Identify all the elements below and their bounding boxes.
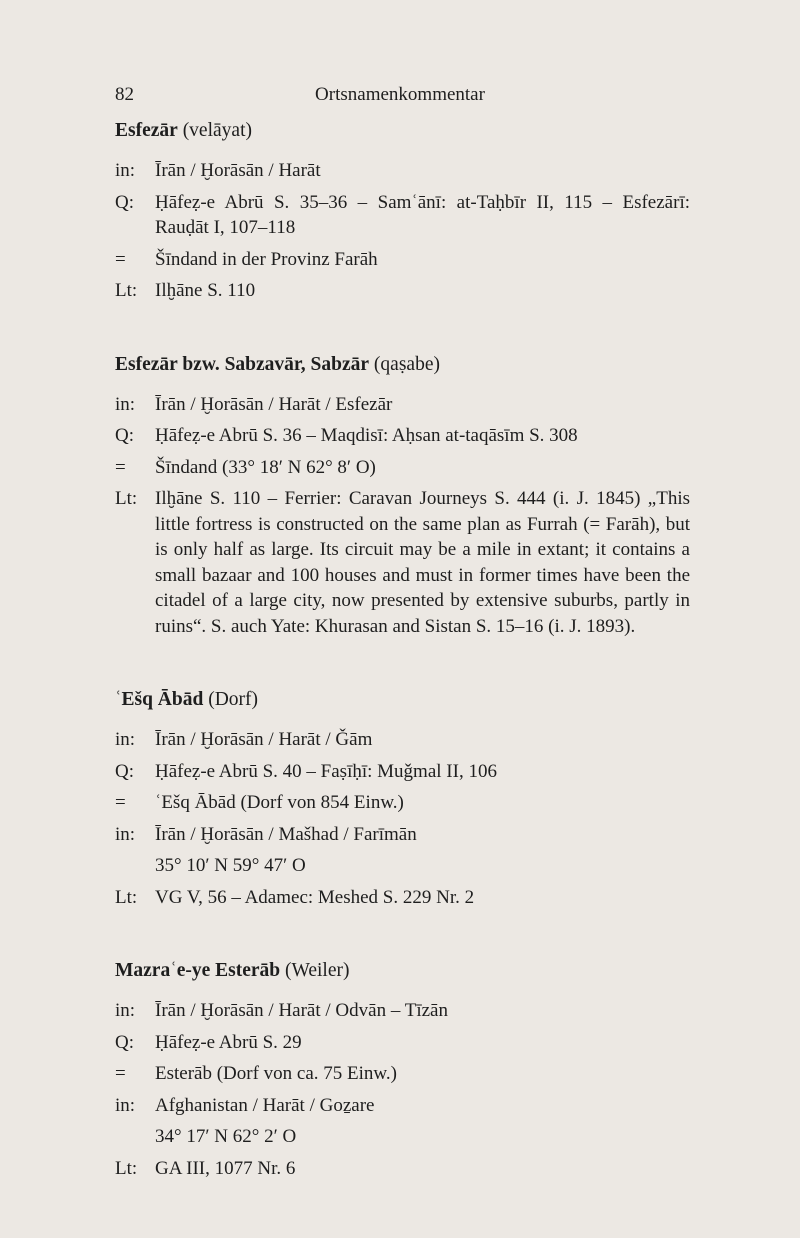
entry-heading [115,687,690,713]
line-label: = [115,792,126,813]
entry-line [115,727,690,753]
line-label: in: [115,823,136,845]
entry-name: Esfezār bzw. Sabzavār, Sabzār [115,353,370,375]
entry-line [115,486,690,639]
entry-name: ʿEšq Ābād [115,689,204,710]
line-label: in: [115,729,136,750]
line-label: = [115,456,126,478]
entry-line [115,1124,690,1150]
line-label: Q: [115,425,134,446]
entry-list [115,118,690,1229]
line-label: in: [115,160,136,181]
line-text: Afghanistan / Harāt / Goẕare [155,1094,375,1116]
line-text: Šīndand in der Provinz Farāh [155,248,378,270]
entry-lines [115,158,690,304]
line-text: 35° 10′ N 59° 47′ O [155,855,306,876]
entry-heading [115,352,690,378]
entry-lines [115,727,690,910]
entry-line [115,423,690,449]
entry-heading [115,958,690,984]
entry-line [115,455,690,481]
line-text: 34° 17′ N 62° 2′ O [155,1126,297,1147]
entry-line [115,822,690,848]
entry-line [115,885,690,911]
entry-lines [115,392,690,640]
line-text: Ḥāfeẓ-e Abrū S. 36 – Maqdisī: Aḥsan at-taqāsīm S. 308 [155,425,578,446]
line-text: Ilḫāne S. 110 – Ferrier: Caravan Journeys S. 444 (i. J. 1845) „This little fortress is constructed on the same plan as Furrah (= Farāh), but is only half as large. Its circuit may be a mile in extant; it contains a small bazaar and 100 houses and must in former times have been the citadel of a large city, now presented by extensive suburbs, partly in ruins“. S. auch Yate: Khurasan and Sistan S. 15–16 (i. J. 1893). [155,488,690,637]
entry-eshq-abad [115,687,690,910]
line-text: GA III, 1077 Nr. 6 [155,1157,296,1179]
line-text: Īrān / Ḫorāsān / Harāt / Odvān – Tīzān [155,1000,448,1021]
line-label: Lt: [115,280,138,301]
line-label: Q: [115,760,134,782]
entry-line [115,278,690,304]
entry-heading [115,118,690,144]
line-label: = [115,1063,126,1084]
line-label: in: [115,1094,136,1116]
entry-type: (qaṣabe) [373,353,440,375]
entry-line [115,1061,690,1087]
line-text: Esterāb (Dorf von ca. 75 Einw.) [155,1063,397,1084]
line-text: Šīndand (33° 18′ N 62° 8′ O) [155,456,376,478]
entry-line [115,392,690,418]
entry-type: (Dorf) [208,689,259,710]
entry-line [115,998,690,1024]
entry-line [115,759,690,785]
entry-name: Mazraʿe-ye Esterāb [115,960,281,981]
line-text: Ḥāfeẓ-e Abrū S. 35–36 – Samʿānī: at-Taḥbīr II, 115 – Esfezārī: Rauḍāt I, 107–118 [155,191,690,238]
line-text: Īrān / Ḫorāsān / Harāt / Esfezār [155,393,393,415]
line-label: Lt: [115,1157,138,1179]
line-label: = [115,248,126,270]
entry-mazrae-ye-esterab [115,958,690,1181]
entry-type: (velāyat) [182,120,252,141]
entry-line [115,158,690,184]
entry-line [115,1093,690,1119]
line-label: Lt: [115,886,138,908]
entry-line [115,790,690,816]
line-text: VG V, 56 – Adamec: Meshed S. 229 Nr. 2 [155,886,475,908]
page-header [0,84,800,110]
entry-esfezar-qasabe [115,352,690,640]
entry-lines [115,998,690,1181]
entry-line [115,1156,690,1182]
line-label: Q: [115,191,134,213]
line-text: Īrān / Ḫorāsān / Mašhad / Farīmān [155,823,417,845]
line-text: Īrān / Ḫorāsān / Harāt [155,160,321,181]
entry-type: (Weiler) [285,960,350,981]
line-label: Q: [115,1031,134,1053]
entry-line [115,853,690,879]
line-label: Lt: [115,488,138,509]
page-number: 82 [115,84,134,105]
line-text: Īrān / Ḫorāsān / Harāt / Ǧām [155,729,373,750]
line-text: Ḥāfeẓ-e Abrū S. 40 – Faṣīḥī: Muǧmal II, 106 [155,760,497,782]
entry-name: Esfezār [115,120,178,141]
line-text: ʿEšq Ābād (Dorf von 854 Einw.) [155,792,404,813]
entry-line [115,1030,690,1056]
entry-line [115,247,690,273]
running-title: Ortsnamenkommentar [315,84,485,105]
entry-esfezar-velayat [115,118,690,304]
line-text: Ḥāfeẓ-e Abrū S. 29 [155,1031,302,1053]
line-text: Ilḫāne S. 110 [155,280,256,301]
line-label: in: [115,393,136,415]
line-label: in: [115,1000,136,1021]
entry-line [115,190,690,241]
